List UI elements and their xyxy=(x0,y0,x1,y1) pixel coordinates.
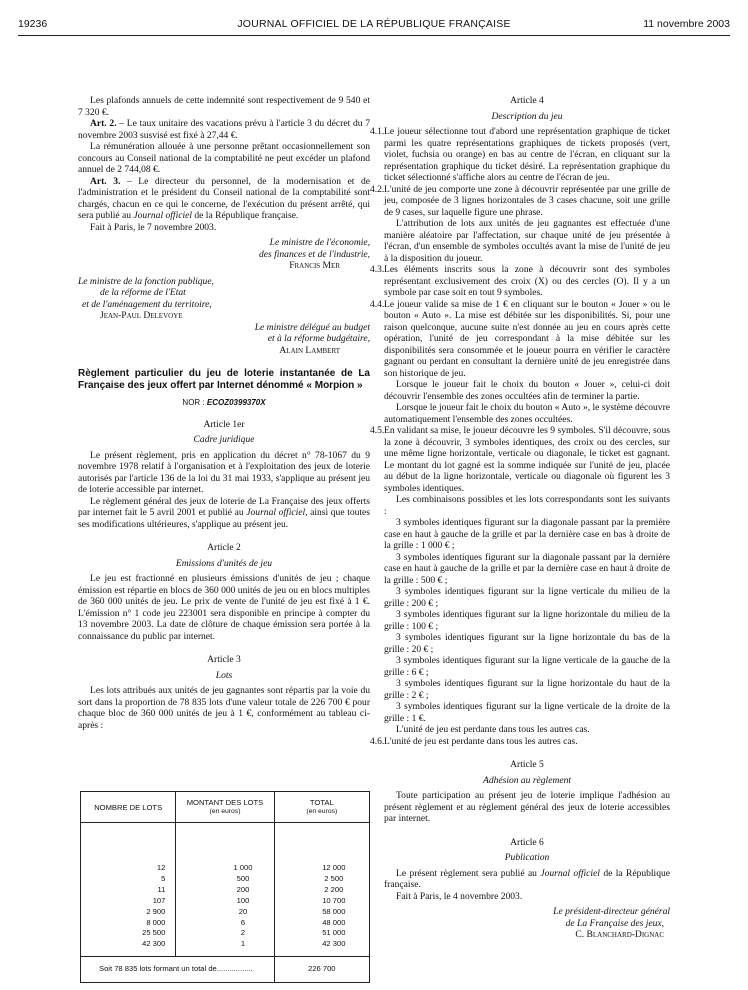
article-heading: Article 5 xyxy=(510,759,544,770)
right-column xyxy=(370,95,670,941)
combination-item: 3 symboles identiques figurant sur la ligne horizontale du haut de la grille : 2 € ; xyxy=(384,678,670,701)
article-heading: Article 1er xyxy=(203,418,245,430)
signing-date: Fait à Paris, le 7 novembre 2003. xyxy=(90,221,217,233)
article-2-paragraph: Art. 2. – Le taux unitaire des vacations prévu à l'article 3 du décret du 7 novembre 2003 susvisé est fixé à 27,44 €. xyxy=(78,118,370,141)
combination-item: 3 symboles identiques figurant sur la ligne verticale de la gauche de la grille : 6 € ; xyxy=(384,655,670,678)
table-header-row xyxy=(81,792,370,823)
column-header: TOTAL (en euros) xyxy=(274,792,369,823)
signature-title: Le ministre délégué au budget xyxy=(254,321,370,333)
table-row: 25 500 2 51 000 xyxy=(81,928,370,939)
combination-item: 3 symboles identiques figurant sur la ligne verticale de la droite de la grille : 1 €. xyxy=(384,701,670,724)
header-rule xyxy=(18,35,730,36)
article-subtitle: Publication xyxy=(504,852,550,863)
paragraph: Le présent règlement sera publié au Journal officiel de la République française. xyxy=(384,867,670,890)
signatory-name: Jean-Paul Delevoye xyxy=(100,310,183,321)
numbered-item: 4.6. L'unité de jeu est perdante dans tous les autres cas. xyxy=(370,735,578,747)
combination-item: 3 symboles identiques figurant sur la diagonale passant par la première case en haut à gauche de la grille et par la dernière case en bas à droite de la grille : 1 000 € ; xyxy=(384,517,670,551)
paragraph: Le règlement général des jeux de loterie de La Française des jeux offerts par internet fait le 5 avril 2001 et publié au Journal officiel, ainsi que toutes ses modifications ultérieures, s'applique au présent jeu. xyxy=(78,495,370,530)
article-subtitle: Cadre juridique xyxy=(193,434,255,445)
paragraph: Les combinaisons possibles et les lots correspondants sont les suivants : xyxy=(384,494,670,517)
paragraph: Les plafonds annuels de cette indemnité sont respectivement de 9 540 et 7 320 €. xyxy=(78,95,370,118)
signatory-name: Francis Mer xyxy=(289,260,340,271)
signature-title: Le ministre de l'économie, xyxy=(269,237,370,248)
article-subtitle: Adhésion au règlement xyxy=(482,774,572,786)
table-total-row: Soit 78 835 lots formant un total de................. 226 700 xyxy=(81,957,370,983)
signature-title: de La Française des jeux, xyxy=(565,917,664,929)
signature-title: Le président-directeur général xyxy=(553,906,670,917)
signatory-name: C. Blanchard-Dignac xyxy=(575,929,664,940)
article-subtitle: Lots xyxy=(215,669,233,681)
table-row: 5 500 2 500 xyxy=(81,874,370,885)
table-row: 8 000 6 48 000 xyxy=(81,918,370,929)
combination-item: 3 symboles identiques figurant sur la ligne verticale du milieu de la grille : 200 € ; xyxy=(384,586,670,609)
numbered-item: 4.1. Le joueur sélectionne tout d'abord une représentation graphique de ticket parmi les quatre représentations graphiques de tickets proposés (vert, violet, fuchsia ou orange) en bas au centre de l'écran, en cliquant sur la représentation graphique du ticket désiré. La représentation graphique du ticket sélectionné s'affiche alors au centre de l'écran de jeu. xyxy=(370,126,670,183)
combination-item: 3 symboles identiques figurant sur la ligne horizontale du bas de la grille : 20 € ; xyxy=(384,632,670,655)
signature-title: et de l'aménagement du territoire, xyxy=(82,298,212,310)
paragraph: L'attribution de lots aux unités de jeu gagnantes est effectuée d'une manière aléatoire par l'affectation, sur chaque unité de jeu présentée à l'écran, d'un ensemble de symboles occultés avant la mise de l'unité de jeu à la disposition du joueur. xyxy=(384,218,670,264)
combination-item: L'unité de jeu est perdante dans tous les autres cas. xyxy=(396,724,590,735)
numbered-item: 4.2. L'unité de jeu comporte une zone à découvrir représentée par une grille de jeu, composée de 3 lignes horizontales de 3 cases chacune, soit une grille de 9 cases, sur laquelle figure une phrase. xyxy=(370,183,670,218)
signature-title: Le ministre de la fonction publique, xyxy=(78,275,214,287)
paragraph: Toute participation au présent jeu de loterie implique l'adhésion au présent règlement et au règlement général des jeux de loterie accessibles par internet. xyxy=(384,790,670,824)
column-header: MONTANT DES LOTS (en euros) xyxy=(176,792,274,823)
combination-item: 3 symboles identiques figurant sur la diagonale passant par la dernière case en haut à gauche de la grille et par la dernière case en haut à droite de la grille : 500 € ; xyxy=(384,551,670,586)
article-subtitle: Description du jeu xyxy=(491,110,563,122)
column-header: NOMBRE DE LOTS xyxy=(81,792,176,823)
table-row: 11 200 2 200 xyxy=(81,885,370,896)
table-row: 2 900 20 58 000 xyxy=(81,907,370,918)
regulation-title: Règlement particulier du jeu de loterie instantanée de La Française des jeux offert par Internet dénommé « Morpion » xyxy=(78,368,370,391)
table-row: 12 1 000 12 000 xyxy=(81,823,370,874)
article-subtitle: Emissions d'unités de jeu xyxy=(175,557,273,569)
paragraph: Les lots attribués aux unités de jeu gagnantes sont répartis par la voie du sort dans la proportion de 78 835 lots d'une valeur totale de 226 700 € pour chaque bloc de 360 000 unités de jeu à 1 €, conformément au tableau ci-après : xyxy=(78,685,370,731)
numbered-item: 4.5. En validant sa mise, le joueur découvre les 9 symboles. S'il découvre, sous la zone à découvrir, 3 symboles identiques, des croix ou des cercles, sur une même ligne horizontale, verticale ou diagonale, le ticket est gagnant. Le montant du lot gagné est la somme indiquée sur l'unité de jeu, placée au début de la ligne horizontale, verticale ou diagonale où figurent les 3 symboles identiques. xyxy=(370,425,670,494)
issue-date: 11 novembre 2003 xyxy=(643,18,730,30)
journal-title: JOURNAL OFFICIEL DE LA RÉPUBLIQUE FRANÇAISE xyxy=(237,18,511,30)
paragraph: Le jeu est fractionné en plusieurs émissions d'unités de jeu ; chaque émission est répartie en blocs de 360 000 unités de jeu ou en blocs multiples de 360 000 unités de jeu. Le prix de vente de l'unité de jeu est fixé à 1 €. L'émission n° 1 code jeu 223001 sera disponible en principe à compter du 13 novembre 2003. La date de clôture de chaque émission sera portée à la connaissance du public par internet. xyxy=(78,573,370,642)
table-row: 42 300 1 42 300 xyxy=(81,939,370,956)
paragraph: Lorsque le joueur fait le choix du bouton « Jouer », celui-ci doit découvrir l'ensemble des zones occultées afin de terminer la partie. xyxy=(384,379,670,402)
numbered-item: 4.4. Le joueur valide sa mise de 1 € en cliquant sur le bouton « Jouer » ou le bouton « Auto ». La mise est débitée sur les disponibilités. Si, pour une raison quelconque, aucune suite n'est donnée au jeu en cours après cette opération, l'unité de jeu correspondant à la mise débitée sur les disponibilités sera consommée et le joueur pourra en vérifier le caractère gagnant ou perdant en consultant la dernière unité de jeu enregistrée dans son historique de jeu. xyxy=(370,298,670,379)
signing-date: Fait à Paris, le 4 novembre 2003. xyxy=(396,890,523,902)
article-3-paragraph: Art. 3. – Le directeur du personnel, de la modernisation et de l'administration et le président du Conseil national de la comptabilité sont chargés, chacun en ce qui le concerne, de l'exécution du présent arrêté, qui sera publié au Journal officiel de la République française. xyxy=(78,175,370,221)
article-heading: Article 6 xyxy=(510,836,544,848)
prize-table xyxy=(80,791,370,983)
paragraph: Lorsque le joueur fait le choix du bouton « Auto », le système découvre automatiquement l'ensemble des zones occultées. xyxy=(384,402,670,425)
nor-reference: NOR : ECOZ0399370X xyxy=(182,398,266,407)
paragraph: La rémunération allouée à une personne prêtant occasionnellement son concours au Conseil national de la comptabilité ne peut excéder un plafond annuel de 2 744,08 €. xyxy=(78,141,370,175)
page-header xyxy=(18,18,730,36)
left-column xyxy=(78,95,370,731)
paragraph: Le présent règlement, pris en application du décret n° 78-1067 du 9 novembre 1978 relatif à l'organisation et à l'exploitation des jeux de loterie autorisés par l'article 136 de la loi du 31 mai 1933, s'applique au présent jeu de loterie accessible par internet. xyxy=(78,449,370,495)
numbered-item: 4.3. Les éléments inscrits sous la zone à découvrir sont des symboles représentant exclusivement des croix (X) ou des cercles (O). Il y a un symbole par case soit en tout 9 symboles. xyxy=(370,264,670,298)
signatory-name: Alain Lambert xyxy=(279,344,340,356)
article-heading: Article 3 xyxy=(207,654,241,665)
signature-title: et à la réforme budgétaire, xyxy=(267,333,370,344)
page-number: 19236 xyxy=(18,18,48,30)
combination-item: 3 symboles identiques figurant sur la ligne horizontale du milieu de la grille : 100 € ; xyxy=(384,609,670,632)
signature-title: de la réforme de l'Etat xyxy=(100,287,186,298)
article-heading: Article 4 xyxy=(510,95,544,106)
signature-title: des finances et de l'industrie, xyxy=(258,248,370,260)
article-heading: Article 2 xyxy=(207,542,241,553)
table-row: 107 100 10 700 xyxy=(81,896,370,907)
